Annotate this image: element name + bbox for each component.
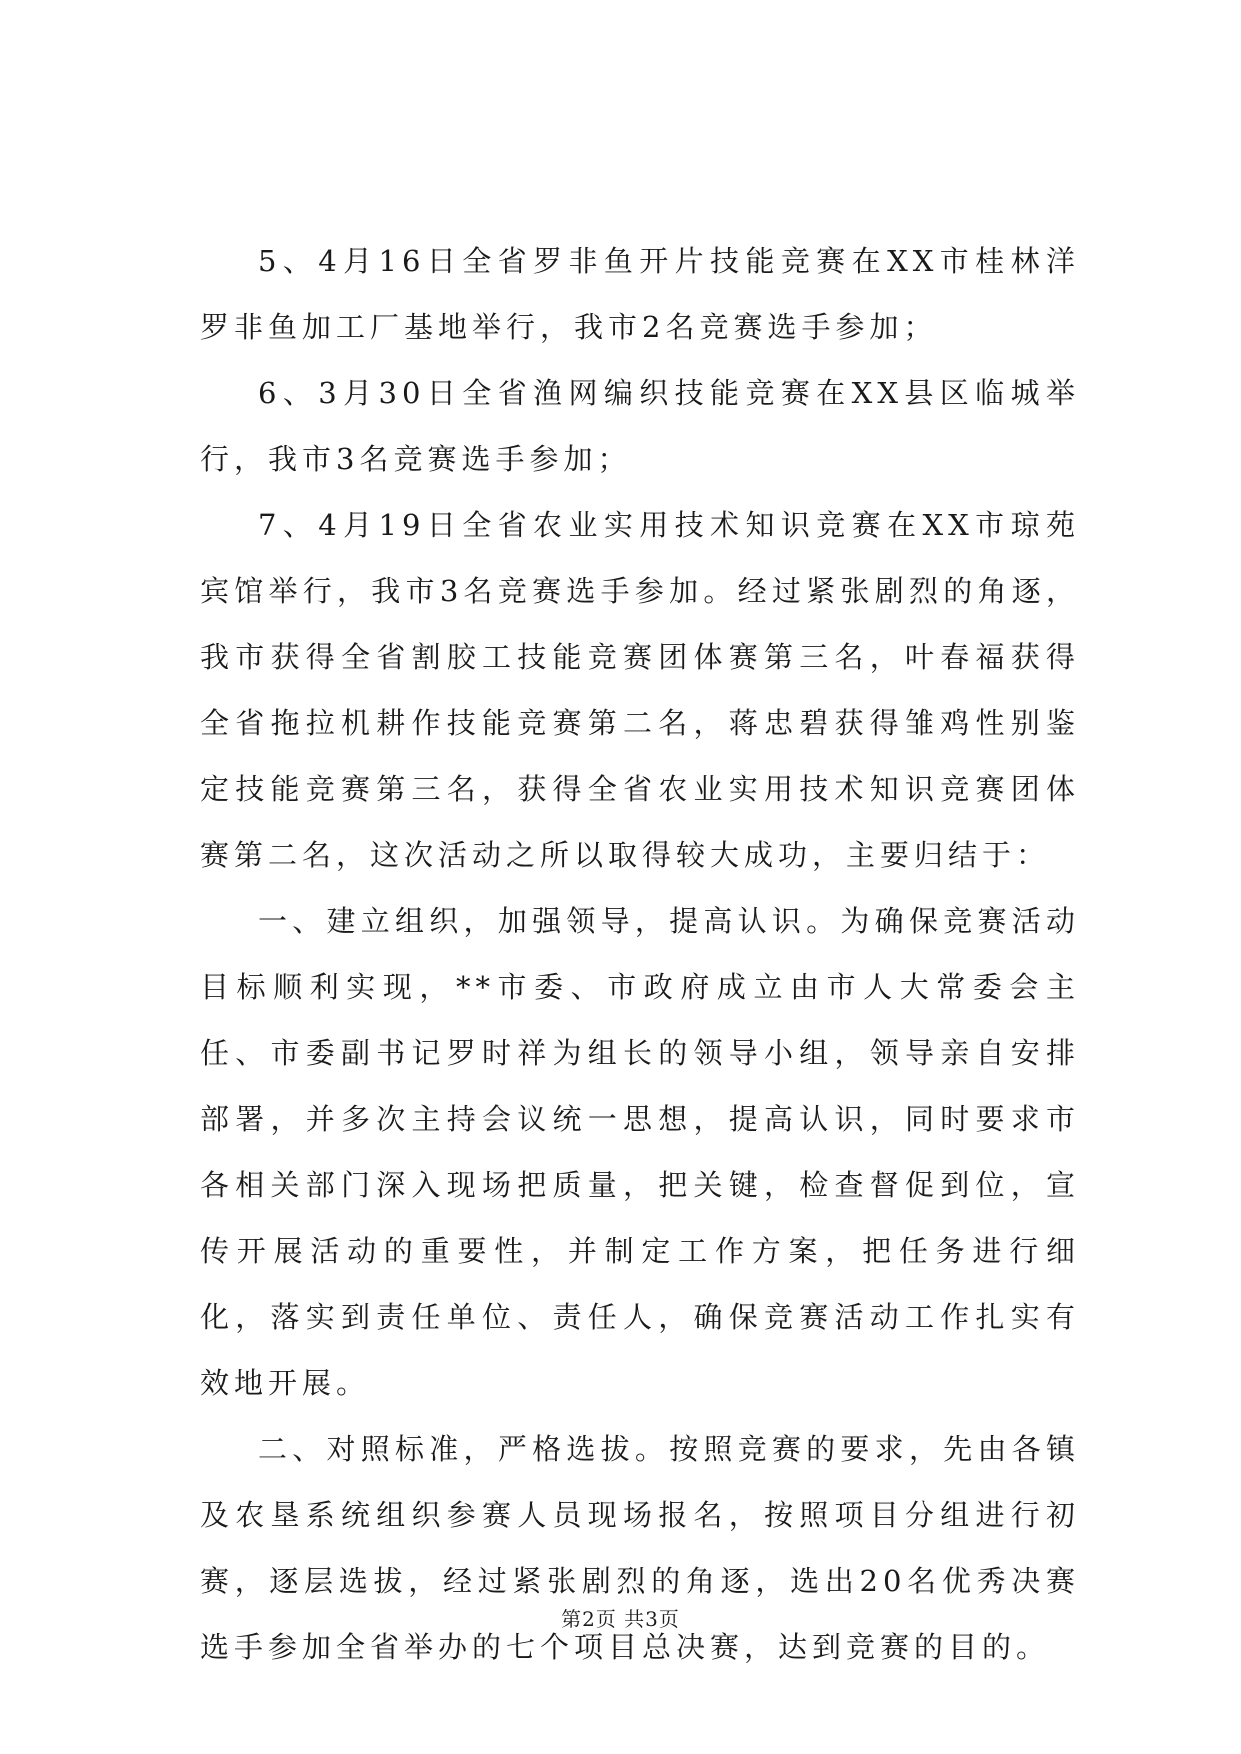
paragraph-section-two: 二、对照标准，严格选拔。按照竞赛的要求，先由各镇及农垦系统组织参赛人员现场报名，按照项目分组进行初赛，逐层选拔，经过紧张剧烈的角逐，选出20名优秀决赛选手参加全省举办的七个项目总决赛，达到竞赛的目的。 bbox=[200, 1432, 1080, 1664]
paragraph-item-5: 5、4月16日全省罗非鱼开片技能竞赛在XX市桂林洋罗非鱼加工厂基地举行，我市2名竞赛选手参加； bbox=[200, 244, 1080, 344]
page-footer bbox=[0, 1604, 1241, 1634]
document-body bbox=[200, 228, 1080, 1680]
paragraph-section-one: 一、建立组织，加强领导，提高认识。为确保竞赛活动目标顺利实现，**市委、市政府成立由市人大常委会主任、市委副书记罗时祥为组长的领导小组，领导亲自安排部署，并多次主持会议统一思想，提高认识，同时要求市各相关部门深入现场把质量，把关键，检查督促到位，宣传开展活动的重要性，并制定工作方案，把任务进行细化，落实到责任单位、责任人，确保竞赛活动工作扎实有效地开展。 bbox=[200, 904, 1080, 1400]
page-number: 第2页 共3页 bbox=[561, 1607, 680, 1631]
paragraph-item-6: 6、3月30日全省渔网编织技能竞赛在XX县区临城举行，我市3名竞赛选手参加； bbox=[200, 376, 1080, 476]
paragraph-item-7: 7、4月19日全省农业实用技术知识竞赛在XX市琼苑宾馆举行，我市3名竞赛选手参加。经过紧张剧烈的角逐，我市获得全省割胶工技能竞赛团体赛第三名，叶春福获得全省拖拉机耕作技能竞赛第二名，蒋忠碧获得雏鸡性别鉴定技能竞赛第三名，获得全省农业实用技术知识竞赛团体赛第二名，这次活动之所以取得较大成功，主要归结于： bbox=[200, 508, 1080, 872]
